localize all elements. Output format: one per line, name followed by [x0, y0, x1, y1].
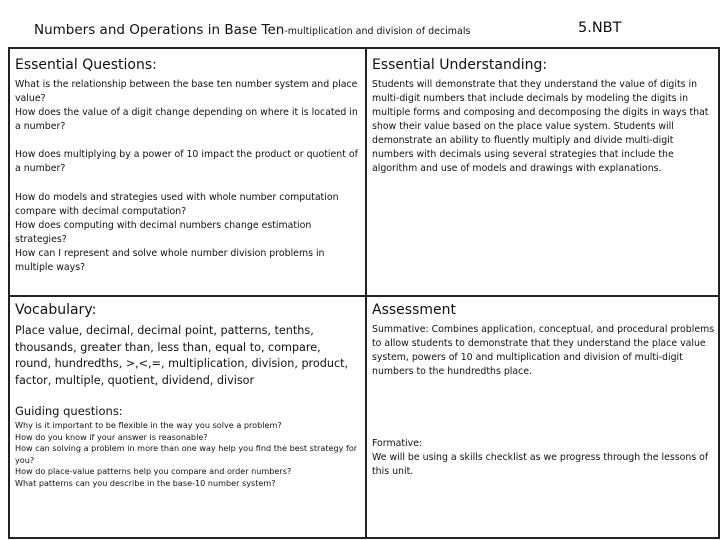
essential-questions-cell — [15, 57, 359, 275]
essential-understanding-text: Students will demonstrate that they understand the value of digits in multi-digit numbers that include decimals by modeling the digits in multiple forms and composing and decomposing the digits in ways that show their value based on the place value system. Students will demonstrate an ability to fluently multiply and divide multi-digit numbers with decimals using several strategies that include the algorithm and use of models and drawings with explanations. — [372, 79, 709, 174]
row-divider — [10, 295, 718, 297]
essential-questions-heading: Essential Questions: — [15, 57, 157, 73]
question-item: How does multiplying by a power of 10 impact the product or quotient of a number? — [15, 149, 358, 174]
column-divider — [365, 49, 367, 537]
guiding-question-item: Why is it important to be flexible in the way you solve a problem? — [15, 420, 282, 430]
guiding-question-item: What patterns can you describe in the base-10 number system? — [15, 477, 276, 488]
question-item: How do models and strategies used with whole number computation compare with decimal computation? — [15, 192, 339, 217]
vocabulary-heading: Vocabulary: — [15, 302, 97, 318]
question-item: How can I represent and solve whole number division problems in multiple ways? — [15, 248, 325, 273]
assessment-heading: Assessment — [372, 302, 456, 318]
unit-plan-table — [8, 47, 720, 539]
question-item: How does computing with decimal numbers change estimation strategies? — [15, 220, 312, 245]
standard-code: 5.NBT — [578, 20, 622, 36]
vocabulary-text: Place value, decimal, decimal point, patterns, tenths, thousands, greater than, less than, equal to, compare, round, hundredths, >,<,=, multiplication, division, product, factor, multiple, quotient, dividend, divisor — [15, 324, 349, 387]
title-text: Numbers and Operations in Base Ten — [34, 22, 285, 38]
question-item: What is the relationship between the base ten number system and place value? — [15, 79, 358, 104]
page-header — [0, 0, 720, 46]
essential-understanding-cell — [372, 57, 716, 176]
summative-text: Summative: Combines application, conceptual, and procedural problems to allow students to demonstrate that they understand the place value system, powers of 10 and multiplication and division of multi-digit numbers to the hundredths place. — [372, 324, 715, 377]
vocabulary-cell — [15, 302, 359, 489]
guiding-question-item: How do place-value patterns help you compare and order numbers? — [15, 466, 292, 476]
essential-questions-list — [15, 78, 359, 275]
assessment-cell — [372, 302, 716, 479]
question-item: How does the value of a digit change depending on where it is located in a number? — [15, 107, 358, 132]
formative-text: We will be using a skills checklist as we progress through the lessons of this unit. — [372, 452, 709, 477]
title-subtitle: -multiplication and division of decimals — [284, 26, 471, 37]
guiding-questions-heading: Guiding questions: — [15, 404, 123, 418]
guiding-questions-list — [15, 420, 359, 489]
essential-understanding-heading: Essential Understanding: — [372, 57, 548, 73]
formative-label: Formative: — [372, 438, 423, 449]
guiding-question-item: How can solving a problem in more than one way help you find the best strategy for you? — [15, 443, 358, 465]
guiding-question-item: How do you know if your answer is reasonable? — [15, 431, 208, 442]
page-title — [34, 22, 470, 38]
